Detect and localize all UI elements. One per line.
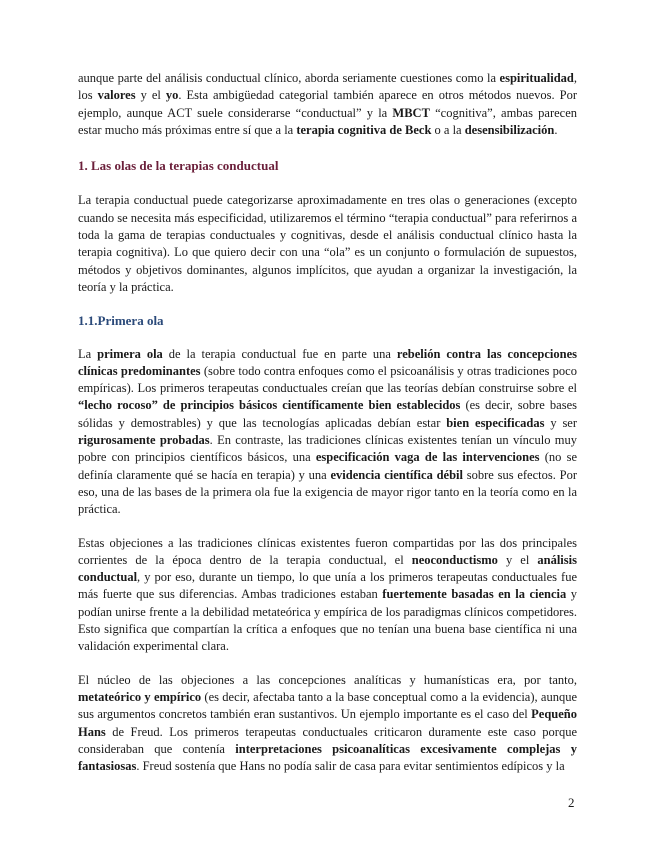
text-run: (es decir, sobre bases sólidas y demostrables) y que las tecnologías aplicadas debían estar (78, 398, 577, 430)
text-run: (sobre todo contra enfoques como el psicoanálisis y otras tradiciones poco empíricas). Los primeros terapeutas conductuales creían que las teorías debían construirse sobre el (78, 363, 577, 396)
text-run: . Freud sostenía que Hans no podía salir de casa para evitar sentimientos edípicos y la (136, 759, 565, 774)
paragraph-nucleo (78, 672, 577, 776)
text-run: de la terapia conductual fue en parte una (162, 346, 397, 361)
bold-term: MBCT (392, 105, 430, 120)
bold-term: metateórico y empírico (78, 689, 202, 704)
page-number: 2 (568, 795, 575, 810)
text-run: y ser (544, 415, 578, 430)
bold-term: bien especificadas (446, 415, 545, 430)
document-page (78, 70, 577, 775)
text-run: y el (135, 88, 166, 103)
bold-term: evidencia científica débil (330, 467, 463, 482)
bold-term: neoconductismo (411, 552, 498, 567)
text-run: El núcleo de las objeciones a las concepciones analíticas y humanísticas era, por tanto, (78, 672, 577, 687)
section-heading: 1. Las olas de la terapias conductual (78, 158, 279, 174)
text-run: , los (78, 71, 577, 103)
bold-term: rebelión contra las concepciones clínicas predominantes (78, 346, 577, 378)
bold-term: espiritualidad (499, 71, 574, 85)
text-run: o a la (431, 122, 465, 137)
paragraph-spacer (78, 519, 577, 535)
subsection-heading: 1.1.Primera ola (78, 313, 164, 329)
text-run: y el (497, 552, 538, 567)
bold-term: especificación vaga de las intervenciones (315, 450, 540, 465)
bold-term: interpretaciones psicoanalíticas excesivamente complejas y fantasiosas (78, 741, 577, 774)
bold-term: yo (165, 88, 179, 103)
bold-term: Pequeño Hans (78, 707, 577, 739)
bold-term: rigurosamente probadas (78, 433, 210, 448)
paragraph-spacer (78, 656, 577, 672)
paragraph-intro (78, 70, 577, 139)
bold-term: terapia cognitiva de Beck (296, 122, 432, 137)
text-run: aunque parte del análisis conductual clínico, aborda seriamente cuestiones como la (78, 71, 500, 85)
text-run: . Esta ambigüedad categorial también aparece en otros métodos nuevos. Por ejemplo, aunque ACT suele considerarse “conductual” y la (78, 88, 577, 120)
text-run: , y por eso, durante un tiempo, lo que unía a los primeros terapeutas conductuales fue más fuerte que sus diferencias. Ambas tradiciones estaban (78, 570, 577, 602)
bold-term: valores (97, 88, 136, 103)
bold-term: análisis conductual (78, 552, 577, 585)
bold-term: fuertemente basadas en la ciencia (382, 587, 567, 602)
paragraph-olas: La terapia conductual puede categorizarse aproximadamente en tres olas o generaciones (excepto cuando se necesita más especificidad, utilizaremos el término “terapia conductual” para referirnos a toda la gama de terapias conductuales y cognitivas, desde el análisis conductual clínico hasta la terapia cognitiva). Lo que quiero decir con una “ola” es un conjunto o formulación de supuestos, métodos y objetivos dominantes, algunos implícitos, que ayudan a organizar la investigación, la teoría y la práctica. (78, 193, 577, 294)
text-run: “cognitiva”, ambas parecen estar mucho más próximas entre sí que a la (78, 105, 578, 137)
text-run: de Freud. Los primeros terapeutas conductuales criticaron duramente este caso porque consideraban que contenía (78, 724, 577, 756)
bold-term: primera ola (97, 346, 163, 361)
text-run: y podían unirse frente a la debilidad metateórica y empírica de los paradigmas clínicos competidores. Esto significa que compartían la crítica a enfoques que no tenían una buena base científica ni una validación experimental clara. (78, 587, 577, 654)
text-run: . (554, 122, 558, 137)
text-run: Estas objeciones a las tradiciones clínicas existentes fueron compartidas por las dos principales corrientes de la época dentro de la terapia conductual, el (78, 535, 577, 567)
bold-term: desensibilización (464, 122, 555, 137)
paragraph-primera-ola (78, 346, 577, 519)
paragraph-objeciones (78, 535, 577, 656)
text-run: (no se definía claramente qué se hacía en terapia) y una (78, 450, 577, 482)
text-run: sobre sus efectos. Por eso, una de las bases de la primera ola fue la exigencia de mayor rigor tanto en la teoría como en la práctica. (78, 467, 577, 517)
text-run: La (78, 346, 98, 361)
bold-term: “lecho rocoso” de principios básicos científicamente bien establecidos (78, 398, 461, 413)
text-run: . En contraste, las tradiciones clínicas existentes tenían un vínculo muy pobre con principios científicos básicos, una (78, 433, 577, 465)
text-run: (es decir, afectaba tanto a la base conceptual como a la evidencia), aunque sus argumentos concretos también eran sustantivos. Un ejemplo importante es el caso del (78, 689, 577, 722)
